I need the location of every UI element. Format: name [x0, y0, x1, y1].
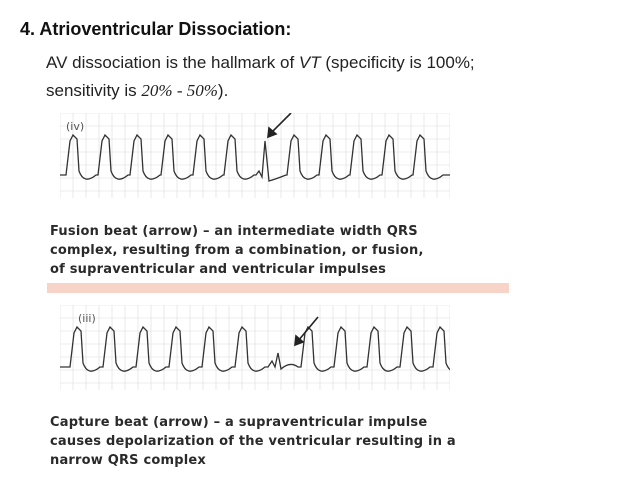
sensitivity-range: 20% - 50% — [141, 81, 218, 100]
vt-term: VT — [298, 53, 321, 72]
ecg-grid — [60, 305, 450, 390]
ecg-grid — [60, 113, 450, 198]
capture-caption-line-1: Capture beat (arrow) – a supraventricular impulse — [50, 415, 428, 430]
fusion-caption-line-1: Fusion beat (arrow) – an intermediate width QRS — [50, 224, 418, 239]
arrow-icon — [268, 113, 291, 137]
fusion-caption-line-3: of supraventricular and ventricular impulses — [50, 262, 387, 277]
body-line-2-post: ). — [217, 81, 229, 100]
slide-heading: 4. Atrioventricular Dissociation: — [20, 19, 292, 39]
body-line-1 — [46, 53, 475, 73]
fusion-caption — [50, 222, 424, 279]
fusion-caption-line-2: complex, resulting from a combination, or fusion, — [50, 243, 424, 258]
body-line-2-pre: sensitivity is — [46, 81, 142, 100]
panel-label-capture: (iii) — [78, 312, 96, 325]
body-line-2 — [46, 81, 228, 101]
divider-band — [47, 283, 509, 293]
body-line-1-post: (specificity is 100%; — [320, 53, 475, 72]
panel-label-fusion: (iv) — [66, 120, 85, 133]
capture-caption-line-3: narrow QRS complex — [50, 453, 207, 468]
capture-caption-line-2: causes depolarization of the ventricular resulting in a — [50, 434, 456, 449]
capture-caption — [50, 413, 456, 470]
body-line-1-pre: AV dissociation is the hallmark of — [46, 53, 299, 72]
ecg-strip-fusion — [60, 113, 450, 198]
ecg-strip-capture — [60, 305, 450, 390]
